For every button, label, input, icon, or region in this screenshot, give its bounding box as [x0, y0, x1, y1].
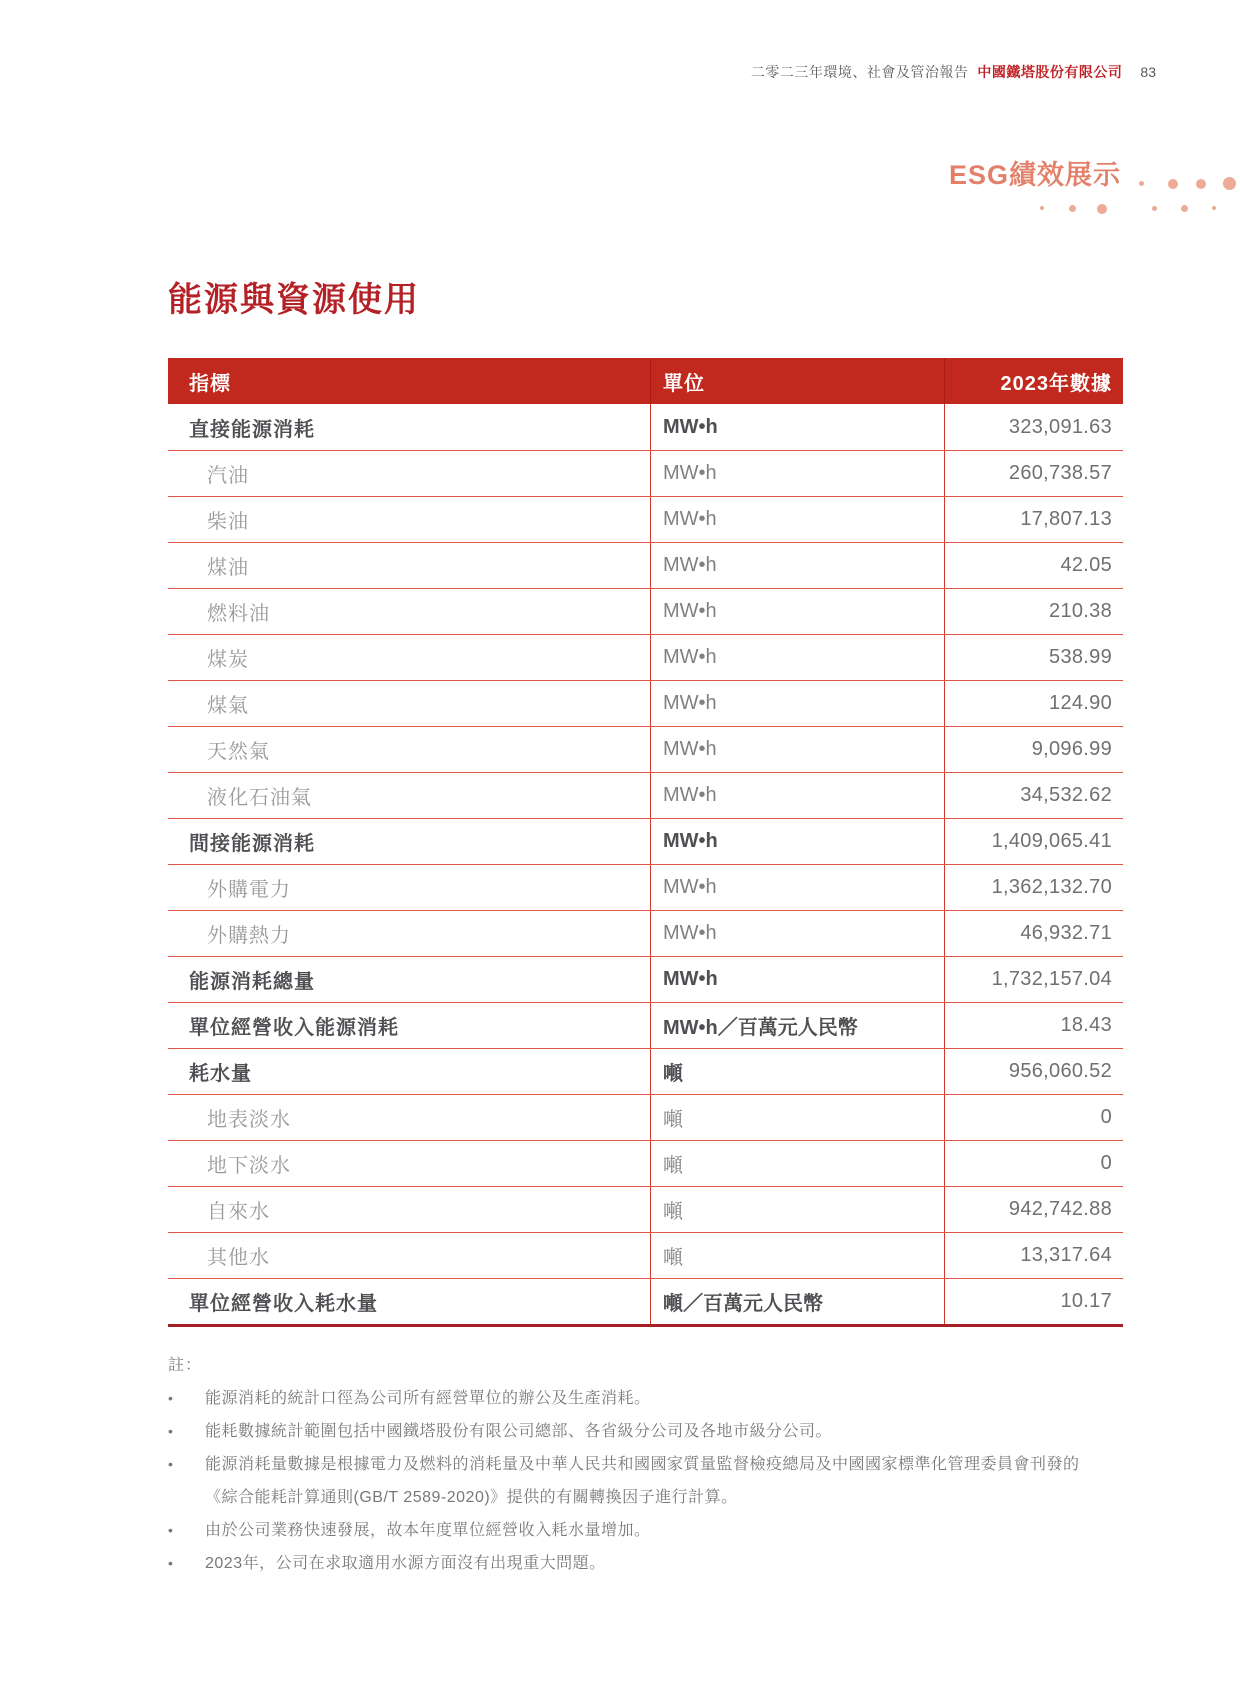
- unit-cell: MW•h: [650, 497, 944, 542]
- indicator-cell: 外購電力: [207, 879, 291, 901]
- value-cell: 10.17: [944, 1279, 1123, 1324]
- energy-resource-table: [168, 358, 1123, 1327]
- indicator-cell: 地表淡水: [207, 1109, 291, 1131]
- value-cell: 9,096.99: [944, 727, 1123, 772]
- indicator-cell: 能源消耗總量: [189, 971, 315, 993]
- note-item: [168, 1382, 1103, 1415]
- table-row: [168, 588, 1123, 634]
- note-text: 2023年，公司在求取適用水源方面沒有出現重大問題。: [205, 1555, 606, 1572]
- note-item: [168, 1448, 1103, 1514]
- dot-icon: [1168, 179, 1178, 189]
- unit-cell: MW•h: [650, 543, 944, 588]
- unit-cell: MW•h: [650, 635, 944, 680]
- page-title: 能源與資源使用: [168, 281, 420, 319]
- indicator-cell: 耗水量: [189, 1063, 252, 1085]
- bullet-icon: •: [168, 1555, 173, 1571]
- unit-cell: MW•h: [650, 957, 944, 1002]
- dot-icon: [1069, 205, 1076, 212]
- table-row: [168, 1002, 1123, 1048]
- column-header-2023-data: 2023年數據: [944, 358, 1123, 404]
- dot-icon: [1223, 177, 1236, 190]
- unit-cell: MW•h: [650, 773, 944, 818]
- value-cell: 18.43: [944, 1003, 1123, 1048]
- indicator-cell: 天然氣: [207, 741, 270, 763]
- value-cell: 0: [944, 1095, 1123, 1140]
- unit-cell: 噸: [650, 1187, 944, 1232]
- table-row: [168, 864, 1123, 910]
- indicator-cell: 單位經營收入耗水量: [189, 1293, 378, 1315]
- table-row: [168, 542, 1123, 588]
- unit-cell: 噸: [650, 1049, 944, 1094]
- table-row: [168, 1140, 1123, 1186]
- value-cell: 1,732,157.04: [944, 957, 1123, 1002]
- indicator-cell: 汽油: [207, 465, 249, 487]
- note-item: [168, 1415, 1103, 1448]
- table-row: [168, 1232, 1123, 1278]
- value-cell: 260,738.57: [944, 451, 1123, 496]
- bullet-icon: •: [168, 1522, 173, 1538]
- note-text: 能耗數據統計範圍包括中國鐵塔股份有限公司總部、各省級分公司及各地市級分公司。: [205, 1423, 833, 1440]
- indicator-cell: 煤油: [207, 557, 249, 579]
- page-number: 83: [1140, 64, 1156, 80]
- indicator-cell: 直接能源消耗: [189, 418, 315, 441]
- table-row: [168, 772, 1123, 818]
- note-text: 能源消耗量數據是根據電力及燃料的消耗量及中華人民共和國國家質量監督檢疫總局及中國國家標準化管理委員會刊發的《綜合能耗計算通則(GB/T 2589-2020)》提供的有關轉換因子進行計算。: [205, 1456, 1080, 1506]
- indicator-cell: 柴油: [207, 511, 249, 533]
- indicator-cell: 地下淡水: [207, 1155, 291, 1177]
- table-row: [168, 680, 1123, 726]
- unit-cell: 噸: [650, 1233, 944, 1278]
- unit-cell: MW•h: [650, 451, 944, 496]
- value-cell: 956,060.52: [944, 1049, 1123, 1094]
- indicator-cell: 自來水: [207, 1201, 270, 1223]
- note-item: [168, 1514, 1103, 1547]
- notes-list: [168, 1382, 1103, 1580]
- dot-icon: [1152, 206, 1157, 211]
- value-cell: 42.05: [944, 543, 1123, 588]
- table-row: [168, 634, 1123, 680]
- table-row: [168, 910, 1123, 956]
- table-row: [168, 1278, 1123, 1324]
- value-cell: 124.90: [944, 681, 1123, 726]
- unit-cell: 噸: [650, 1141, 944, 1186]
- unit-cell: MW•h: [650, 589, 944, 634]
- table-row: [168, 1048, 1123, 1094]
- value-cell: 323,091.63: [944, 404, 1123, 450]
- company-name: 中國鐵塔股份有限公司: [977, 64, 1123, 80]
- value-cell: 942,742.88: [944, 1187, 1123, 1232]
- table-row: [168, 726, 1123, 772]
- indicator-cell: 外購熱力: [207, 925, 291, 947]
- unit-cell: MW•h: [650, 727, 944, 772]
- unit-cell: MW•h: [650, 681, 944, 726]
- note-text: 由於公司業務快速發展，故本年度單位經營收入耗水量增加。: [205, 1522, 651, 1539]
- unit-cell: MW•h: [650, 865, 944, 910]
- dot-icon: [1212, 206, 1216, 210]
- indicator-cell: 煤炭: [207, 649, 249, 671]
- indicator-cell: 液化石油氣: [207, 787, 312, 809]
- dot-icon: [1139, 181, 1144, 186]
- dot-icon: [1181, 205, 1188, 212]
- unit-cell: 噸／百萬元人民幣: [650, 1279, 944, 1324]
- unit-cell: MW•h: [650, 404, 944, 450]
- table-body: [168, 404, 1123, 1324]
- indicator-cell: 其他水: [207, 1247, 270, 1269]
- indicator-cell: 燃料油: [207, 603, 270, 625]
- column-header-indicator: 指標: [189, 372, 231, 395]
- unit-cell: MW•h: [650, 819, 944, 864]
- value-cell: 17,807.13: [944, 497, 1123, 542]
- notes-label: 註：: [168, 1357, 203, 1374]
- note-item: [168, 1547, 1103, 1580]
- column-header-unit: 單位: [650, 358, 944, 404]
- indicator-cell: 單位經營收入能源消耗: [189, 1017, 399, 1039]
- dot-icon: [1097, 204, 1107, 214]
- table-row: [168, 956, 1123, 1002]
- document-header: [751, 62, 1156, 82]
- unit-cell: MW•h: [650, 911, 944, 956]
- unit-cell: MW•h／百萬元人民幣: [650, 1003, 944, 1048]
- bullet-icon: •: [168, 1423, 173, 1439]
- value-cell: 46,932.71: [944, 911, 1123, 956]
- bullet-icon: •: [168, 1390, 173, 1406]
- value-cell: 1,409,065.41: [944, 819, 1123, 864]
- table-row: [168, 1094, 1123, 1140]
- bullet-icon: •: [168, 1456, 173, 1472]
- value-cell: 538.99: [944, 635, 1123, 680]
- table-row: [168, 450, 1123, 496]
- value-cell: 34,532.62: [944, 773, 1123, 818]
- value-cell: 0: [944, 1141, 1123, 1186]
- table-row: [168, 404, 1123, 450]
- note-text: 能源消耗的統計口徑為公司所有經營單位的辦公及生產消耗。: [205, 1390, 651, 1407]
- dot-icon: [1196, 179, 1206, 189]
- table-row: [168, 818, 1123, 864]
- value-cell: 13,317.64: [944, 1233, 1123, 1278]
- table-row: [168, 496, 1123, 542]
- notes-section: [168, 1349, 1103, 1580]
- table-row: [168, 1186, 1123, 1232]
- value-cell: 210.38: [944, 589, 1123, 634]
- report-title: 二零二三年環境、社會及管治報告: [750, 64, 969, 80]
- value-cell: 1,362,132.70: [944, 865, 1123, 910]
- unit-cell: 噸: [650, 1095, 944, 1140]
- dot-icon: [1040, 206, 1044, 210]
- indicator-cell: 間接能源消耗: [189, 833, 315, 855]
- indicator-cell: 煤氣: [207, 695, 249, 717]
- esg-section-title: ESG績效展示: [948, 160, 1121, 190]
- table-header-row: [168, 358, 1123, 404]
